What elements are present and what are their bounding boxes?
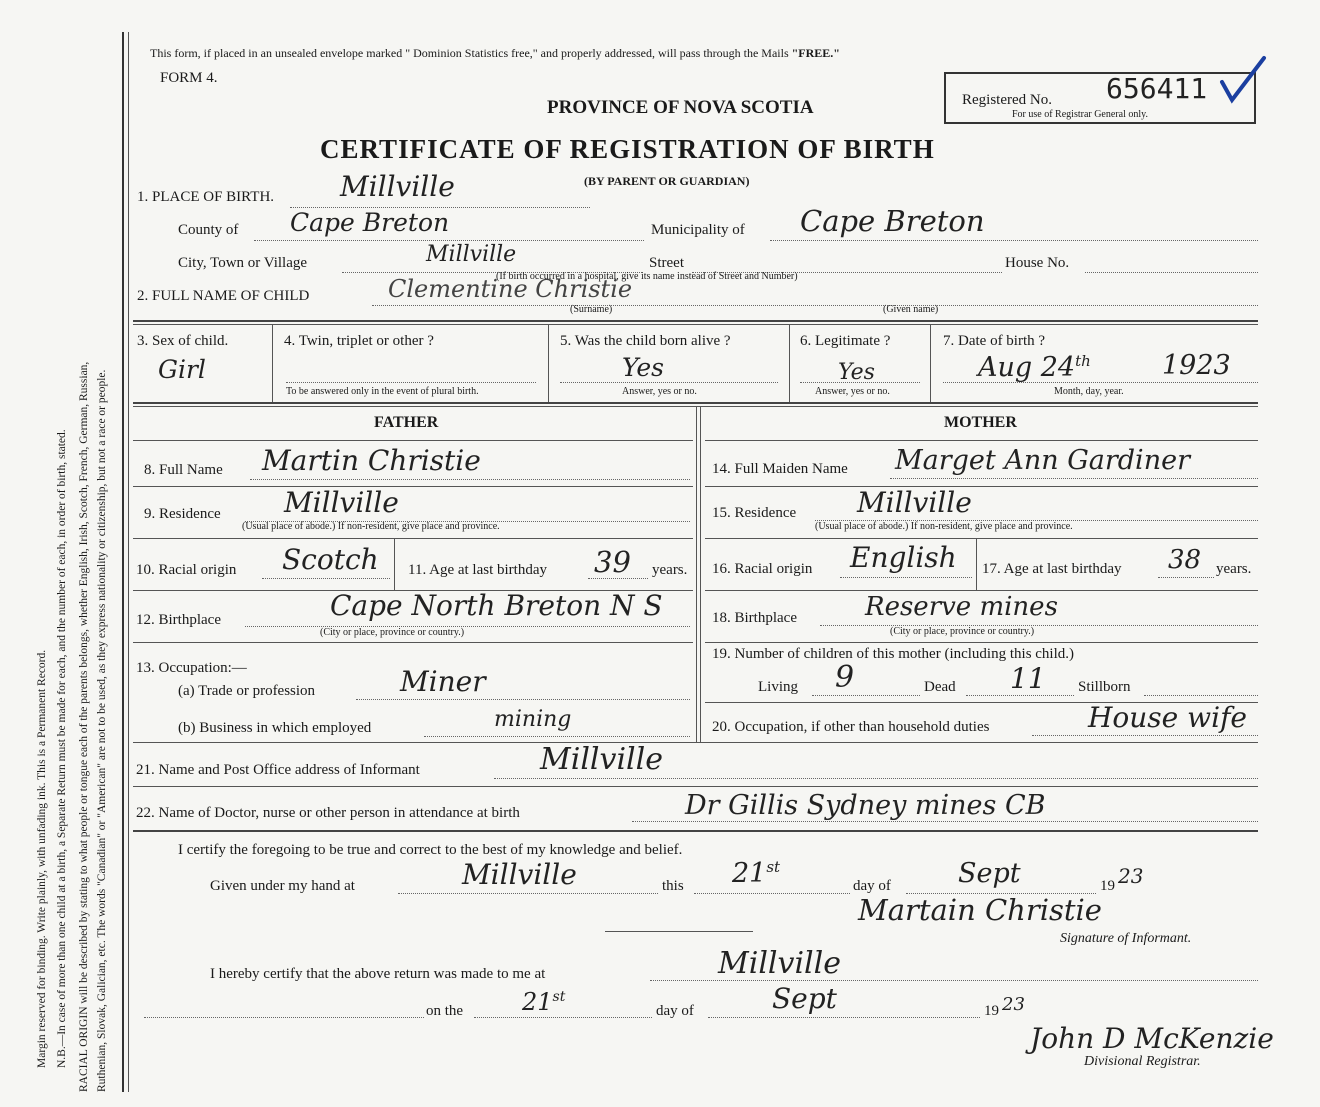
county-label: County of [178,222,239,238]
mother-age-label: 17. Age at last birthday [982,561,1122,577]
margin-line [122,32,124,1092]
certificate-title: CERTIFICATE OF REGISTRATION OF BIRTH [320,134,935,164]
mother-name-label: 14. Full Maiden Name [712,461,848,477]
informant-signature: Martain Christie [858,893,1102,927]
mother-residence-label: 15. Residence [712,505,797,521]
place-of-birth-label: 1. PLACE OF BIRTH. [137,189,275,205]
municipality-label: Municipality of [651,222,745,238]
father-name-label: 8. Full Name [144,462,223,478]
father-years: years. [652,562,688,578]
legitimate-value: Yes [838,360,875,385]
father-age-label: 11. Age at last birthday [408,562,547,578]
street-label: Street [649,255,684,271]
house-no-label: House No. [1005,255,1070,271]
given-year-suffix: 23 [1118,864,1144,888]
sex-label: 3. Sex of child. [137,333,229,349]
living-label: Living [758,679,798,695]
mother-residence-value: Millville [857,486,972,519]
dob-year: 1923 [1162,350,1231,381]
sex-value: Girl [158,355,206,384]
mother-name-value: Marget Ann Gardiner [895,445,1190,476]
legitimate-note: Answer, yes or no. [815,386,890,397]
city-label: City, Town or Village [178,255,308,271]
this-label: this [662,878,684,894]
sidebar-line-4: Ruthenian, Slovak, Galician, etc. The words "Canadian" or "American" are not to be used, as they express nationality or citizenship, but not a race or people. [96,369,108,1092]
sidebar-line-1: Margin reserved for binding. Write plainly, with unfading ink. This is a Permanent Record. [36,649,48,1068]
informant-value: Millville [540,742,663,777]
given-place-value: Millville [462,858,577,891]
mother-age-value: 38 [1168,545,1202,575]
child-name-label: 2. FULL NAME OF CHILD [137,288,310,304]
mother-birthplace-value: Reserve mines [865,592,1058,622]
signature-of-informant-label: Signature of Informant. [1060,931,1192,946]
doctor-value: Dr Gillis Sydney mines CB [685,790,1046,821]
father-age-value: 39 [594,545,631,579]
father-occupation-label: 13. Occupation:— [136,660,247,676]
dob-note: Month, day, year. [1054,386,1124,397]
given-under-label: Given under my hand at [210,878,355,894]
mother-racial-label: 16. Racial origin [712,561,813,577]
twin-note: To be answered only in the event of plural birth. [286,386,479,397]
registered-label: Registered No. [962,92,1052,108]
father-birthplace-note: (City or place, province or country.) [320,627,465,638]
surname-note: (Surname) [570,304,613,315]
hospital-note: (If birth occurred in a hospital, give its name instead of Street and Number) [496,271,798,282]
day-of-label: day of [853,878,891,894]
living-value: 9 [835,660,855,695]
mother-heading: MOTHER [944,414,1017,431]
dead-value: 11 [1010,662,1046,695]
margin-line-inner [128,32,129,1092]
certify-statement: I certify the foregoing to be true and correct to the best of my knowledge and belief. [178,842,683,858]
registrar-day-value: 21st [522,988,566,1016]
registrar-year-prefix: 19 [984,1003,999,1019]
county-value: Cape Breton [290,208,450,237]
certificate-subtitle: (BY PARENT OR GUARDIAN) [584,174,750,188]
mother-birthplace-note: (City or place, province or country.) [890,626,1035,637]
municipality-value: Cape Breton [800,204,985,238]
registrar-year-suffix: 23 [1002,994,1025,1015]
father-residence-note: (Usual place of abode.) If non-resident, give place and province. [242,521,500,532]
father-residence-label: 9. Residence [144,506,221,522]
sidebar-line-3: RACIAL ORIGIN will be described by stating to what people or tongue each of the parents belongs, whether English, Irish, Scotch, French, German, Russian, [78,361,90,1092]
registrar-place-value: Millville [718,946,841,981]
mother-years: years. [1216,561,1252,577]
checkmark-icon [1218,54,1268,106]
child-name-value: Clementine Christie [388,275,633,303]
mother-racial-value: English [850,541,957,574]
form-number: FORM 4. [160,70,218,86]
father-heading: FATHER [374,414,439,431]
place-of-birth-value: Millville [340,170,455,203]
registrar-month-value: Sept [772,982,837,1015]
sidebar-line-2: N.B.—In case of more than one child at a birth, a Separate Return must be made for each, and the number of each, in order of birth, stated. [56,429,68,1068]
mother-birthplace-label: 18. Birthplace [712,610,797,626]
given-name-note: (Given name) [883,304,939,315]
registrar-day-of-label: day of [656,1003,694,1019]
father-birthplace-value: Cape North Breton N S [330,589,663,622]
registrar-use-note: For use of Registrar General only. [1012,109,1148,120]
mail-notice: This form, if placed in an unsealed envelope marked " Dominion Statistics free," and properly addressed, will pass through the Mails "FREE." [150,46,840,60]
mother-residence-note: (Usual place of abode.) If non-resident, give place and province. [815,521,1073,532]
stillborn-label: Stillborn [1078,679,1131,695]
divisional-registrar-label: Divisional Registrar. [1084,1054,1201,1069]
city-value: Millville [426,242,517,267]
alive-label: 5. Was the child born alive ? [560,333,731,349]
father-residence-value: Millville [284,486,399,519]
province-heading: PROVINCE OF NOVA SCOTIA [547,97,814,118]
children-count-label: 19. Number of children of this mother (including this child.) [712,646,1075,662]
registered-number: 656411 [1106,72,1208,105]
trade-label: (a) Trade or profession [178,683,316,699]
mother-occupation-value: House wife [1088,701,1248,734]
father-name-value: Martin Christie [262,444,481,477]
on-the-label: on the [426,1003,464,1019]
given-year-prefix: 19 [1100,878,1115,894]
business-value: mining [494,707,572,732]
informant-label: 21. Name and Post Office address of Informant [136,762,420,778]
registrar-signature: John D McKenzie [1030,1022,1274,1055]
alive-note: Answer, yes or no. [622,386,697,397]
dead-label: Dead [924,679,956,695]
father-racial-value: Scotch [282,543,379,576]
father-racial-label: 10. Racial origin [136,562,237,578]
dob-value: Aug 24th [978,352,1091,383]
dob-label: 7. Date of birth ? [943,333,1046,349]
mother-occupation-label: 20. Occupation, if other than household duties [712,719,990,735]
business-label: (b) Business in which employed [178,720,372,736]
alive-value: Yes [622,353,664,382]
registrar-statement: I hereby certify that the above return was made to me at [210,966,546,982]
registered-box [944,72,1256,124]
legitimate-label: 6. Legitimate ? [800,333,891,349]
twin-label: 4. Twin, triplet or other ? [284,333,434,349]
given-month-value: Sept [958,858,1021,889]
doctor-label: 22. Name of Doctor, nurse or other person in attendance at birth [136,805,520,821]
father-birthplace-label: 12. Birthplace [136,612,221,628]
trade-value: Miner [400,665,486,698]
given-day-value: 21st [732,858,781,889]
